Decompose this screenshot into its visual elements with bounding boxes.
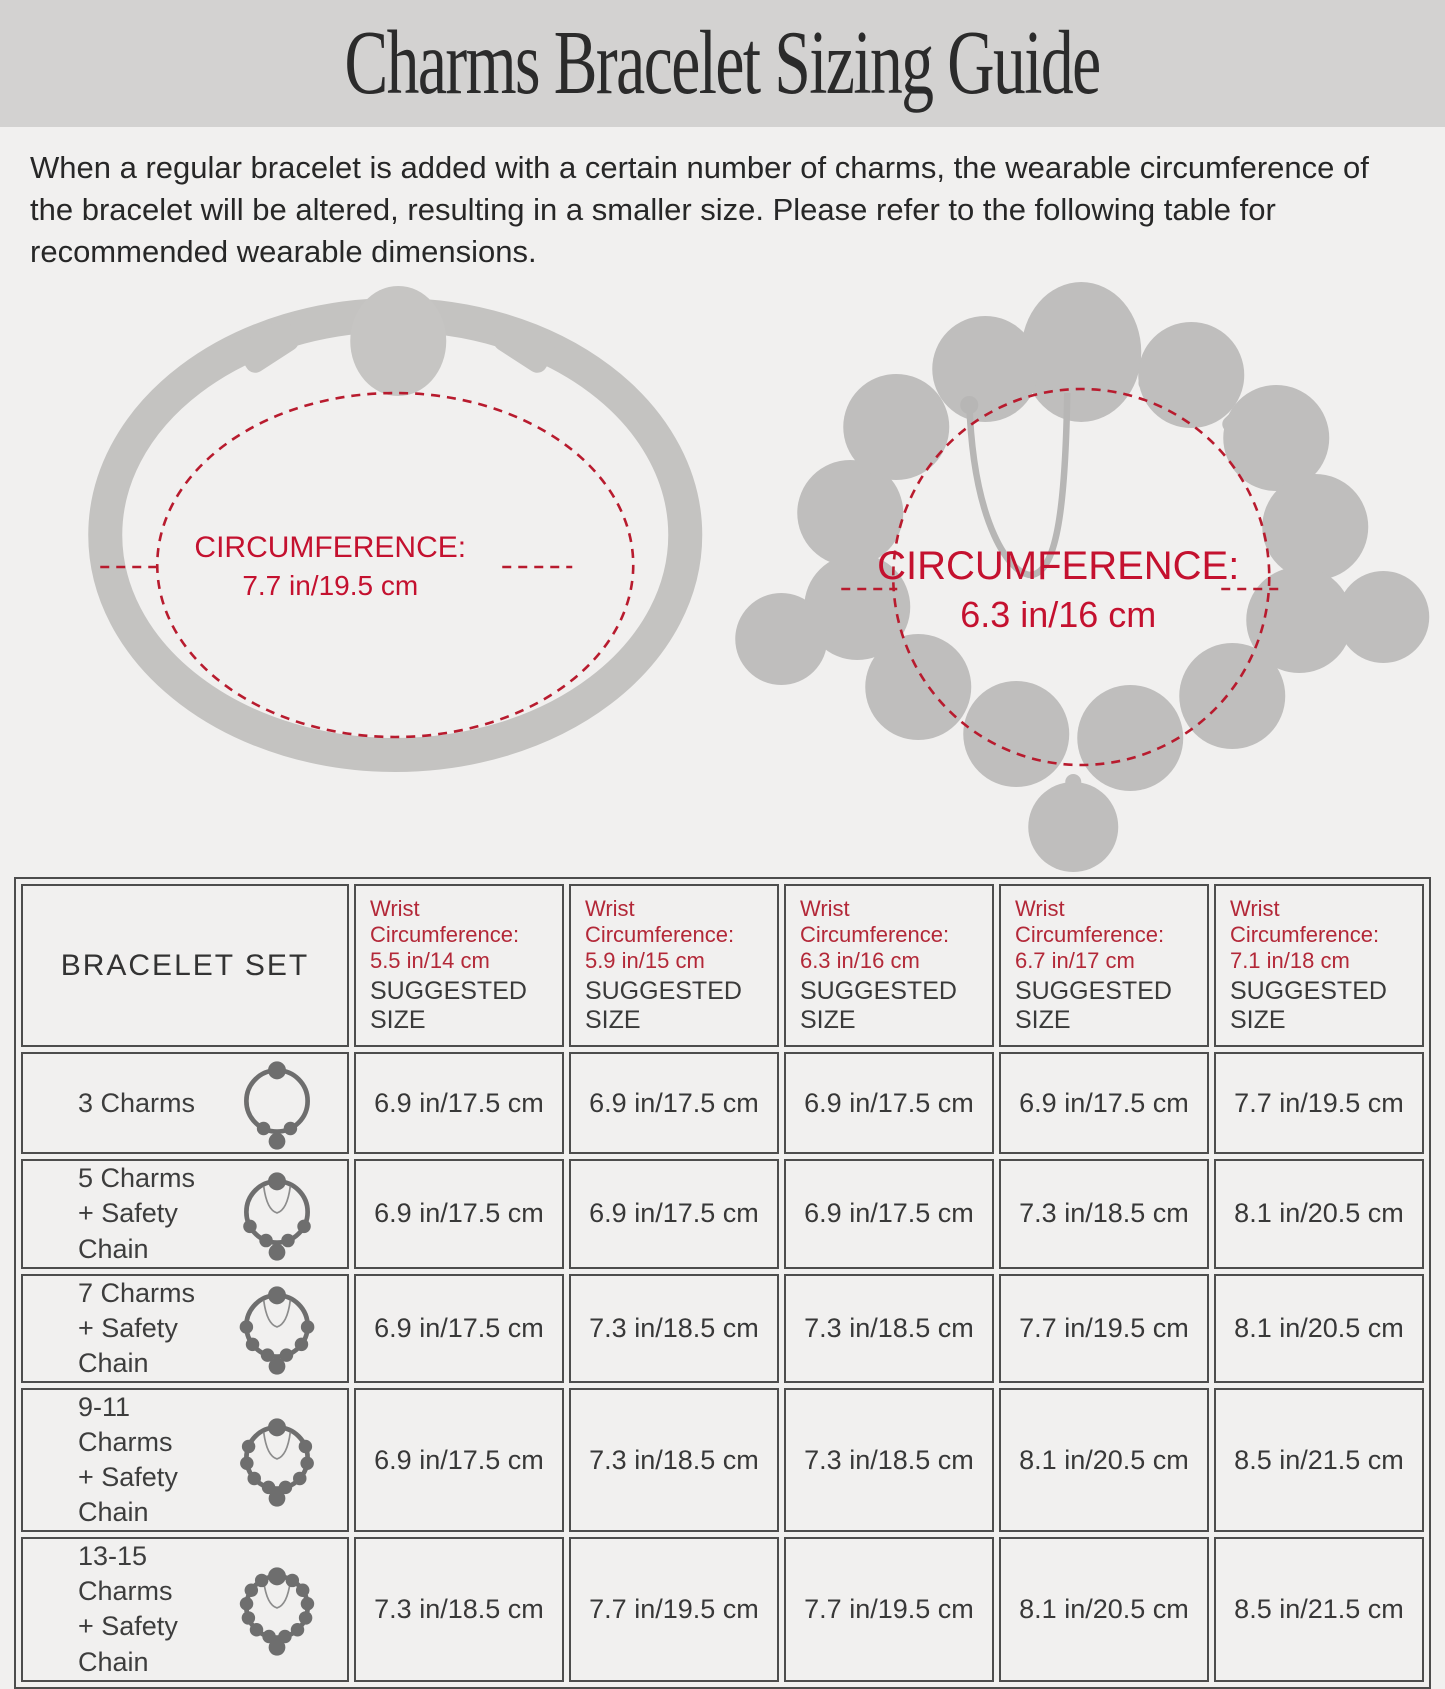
row-label: 5 Charms bbox=[78, 1161, 219, 1196]
column-header: Wrist Circumference: 6.7 in/17 cm SUGGESTED SIZE bbox=[999, 884, 1209, 1047]
size-cell: 8.1 in/20.5 cm bbox=[999, 1537, 1209, 1681]
row-label: 13-15 Charms bbox=[78, 1539, 219, 1609]
table-row: 5 Charms + Safety Chain 6.9 in/17.5 cm 6.9 in/17.5 cm 6.9 in/17.5 cm 7.3 in/18.5 cm 8.1 in/20.5 cm bbox=[21, 1159, 1424, 1268]
size-cell: 6.9 in/17.5 cm bbox=[999, 1052, 1209, 1154]
table-row: 13-15 Charms + Safety Chain 7.3 in/18.5 cm 7.7 in/19.5 cm 7.7 in/19.5 cm 8.1 in/20.5 cm 8.5 in/21.5 cm bbox=[21, 1537, 1424, 1681]
size-cell: 8.5 in/21.5 cm bbox=[1214, 1388, 1424, 1532]
size-cell: 6.9 in/17.5 cm bbox=[784, 1159, 994, 1268]
safety-chain-clasp bbox=[960, 396, 978, 414]
table-row bbox=[21, 1052, 1424, 1154]
table-row: 7 Charms + Safety Chain 6.9 in/17.5 cm 7.3 in/18.5 cm 7.3 in/18.5 cm 7.7 in/19.5 cm 8.1 in/20.5 cm bbox=[21, 1274, 1424, 1383]
row-label: 7 Charms bbox=[78, 1276, 219, 1311]
circumference-value: 7.7 in/19.5 cm bbox=[242, 570, 418, 601]
size-cell: 8.5 in/21.5 cm bbox=[1214, 1537, 1424, 1681]
size-cell: 7.3 in/18.5 cm bbox=[999, 1159, 1209, 1268]
row-label: 9-11 Charms bbox=[78, 1390, 219, 1460]
header-banner bbox=[0, 0, 1445, 127]
size-cell: 7.3 in/18.5 cm bbox=[784, 1388, 994, 1532]
charm-bracelet-illustration bbox=[723, 277, 1445, 877]
size-cell: 8.1 in/20.5 cm bbox=[1214, 1159, 1424, 1268]
row-label: 3 Charms bbox=[78, 1086, 219, 1121]
size-cell: 6.9 in/17.5 cm bbox=[569, 1159, 779, 1268]
circumference-label: CIRCUMFERENCE: bbox=[194, 531, 466, 564]
plain-bracelet-illustration bbox=[0, 277, 723, 877]
size-cell: 7.7 in/19.5 cm bbox=[1214, 1052, 1424, 1154]
intro-paragraph: When a regular bracelet is added with a certain number of charms, the wearable circumference of the bracelet will be altered, resulting in a smaller size. Please refer to the following table for recommended wearable dimensions. bbox=[0, 127, 1445, 277]
left-dangle-charm bbox=[735, 593, 827, 685]
bracelet-set-header: BRACELET SET bbox=[21, 884, 349, 1047]
illustrations-section bbox=[0, 277, 1445, 877]
size-cell: 6.9 in/17.5 cm bbox=[354, 1388, 564, 1532]
size-cell: 7.3 in/18.5 cm bbox=[569, 1388, 779, 1532]
bottom-dangle-charm bbox=[1028, 782, 1118, 872]
charm-bracelet-graphic bbox=[723, 277, 1445, 877]
plain-bracelet-graphic bbox=[0, 277, 723, 877]
column-header: Wrist Circumference: 7.1 in/18 cm SUGGESTED SIZE bbox=[1214, 884, 1424, 1047]
size-cell: 7.7 in/19.5 cm bbox=[569, 1537, 779, 1681]
bracelet-7-charms-icon bbox=[230, 1279, 324, 1377]
size-cell: 6.9 in/17.5 cm bbox=[354, 1052, 564, 1154]
size-cell: 8.1 in/20.5 cm bbox=[999, 1388, 1209, 1532]
size-cell: 7.3 in/18.5 cm bbox=[784, 1274, 994, 1383]
size-cell: 6.9 in/17.5 cm bbox=[569, 1052, 779, 1154]
size-cell: 7.7 in/19.5 cm bbox=[999, 1274, 1209, 1383]
right-dangle-charm bbox=[1337, 571, 1429, 663]
table-row: 9-11 Charms + Safety Chain 6.9 in/17.5 cm 7.3 in/18.5 cm 7.3 in/18.5 cm 8.1 in/20.5 cm 8.5 in/21.5 cm bbox=[21, 1388, 1424, 1532]
size-cell: 8.1 in/20.5 cm bbox=[1214, 1274, 1424, 1383]
circumference-value: 6.3 in/16 cm bbox=[960, 594, 1156, 635]
sizing-table bbox=[14, 877, 1431, 1688]
circumference-label: CIRCUMFERENCE: bbox=[877, 544, 1239, 588]
bracelet-13-15-charms-icon bbox=[230, 1560, 324, 1658]
column-header: Wrist Circumference: 5.5 in/14 cm SUGGESTED SIZE bbox=[354, 884, 564, 1047]
bracelet-5-charms-icon bbox=[230, 1165, 324, 1263]
size-cell: 7.3 in/18.5 cm bbox=[354, 1537, 564, 1681]
size-cell: 7.3 in/18.5 cm bbox=[569, 1274, 779, 1383]
bracelet-3-charms-icon bbox=[230, 1054, 324, 1152]
size-cell: 6.9 in/17.5 cm bbox=[784, 1052, 994, 1154]
size-cell: 6.9 in/17.5 cm bbox=[354, 1159, 564, 1268]
column-header: Wrist Circumference: 5.9 in/15 cm SUGGESTED SIZE bbox=[569, 884, 779, 1047]
bracelet-9-11-charms-icon bbox=[230, 1411, 324, 1509]
page-title: Charms Bracelet Sizing Guide bbox=[345, 11, 1100, 116]
clasp-shape bbox=[350, 286, 446, 396]
column-header: Wrist Circumference: 6.3 in/16 cm SUGGESTED SIZE bbox=[784, 884, 994, 1047]
size-cell: 6.9 in/17.5 cm bbox=[354, 1274, 564, 1383]
table-header-row bbox=[21, 884, 1424, 1047]
size-cell: 7.7 in/19.5 cm bbox=[784, 1537, 994, 1681]
circumference-dashed-circle bbox=[157, 393, 633, 737]
